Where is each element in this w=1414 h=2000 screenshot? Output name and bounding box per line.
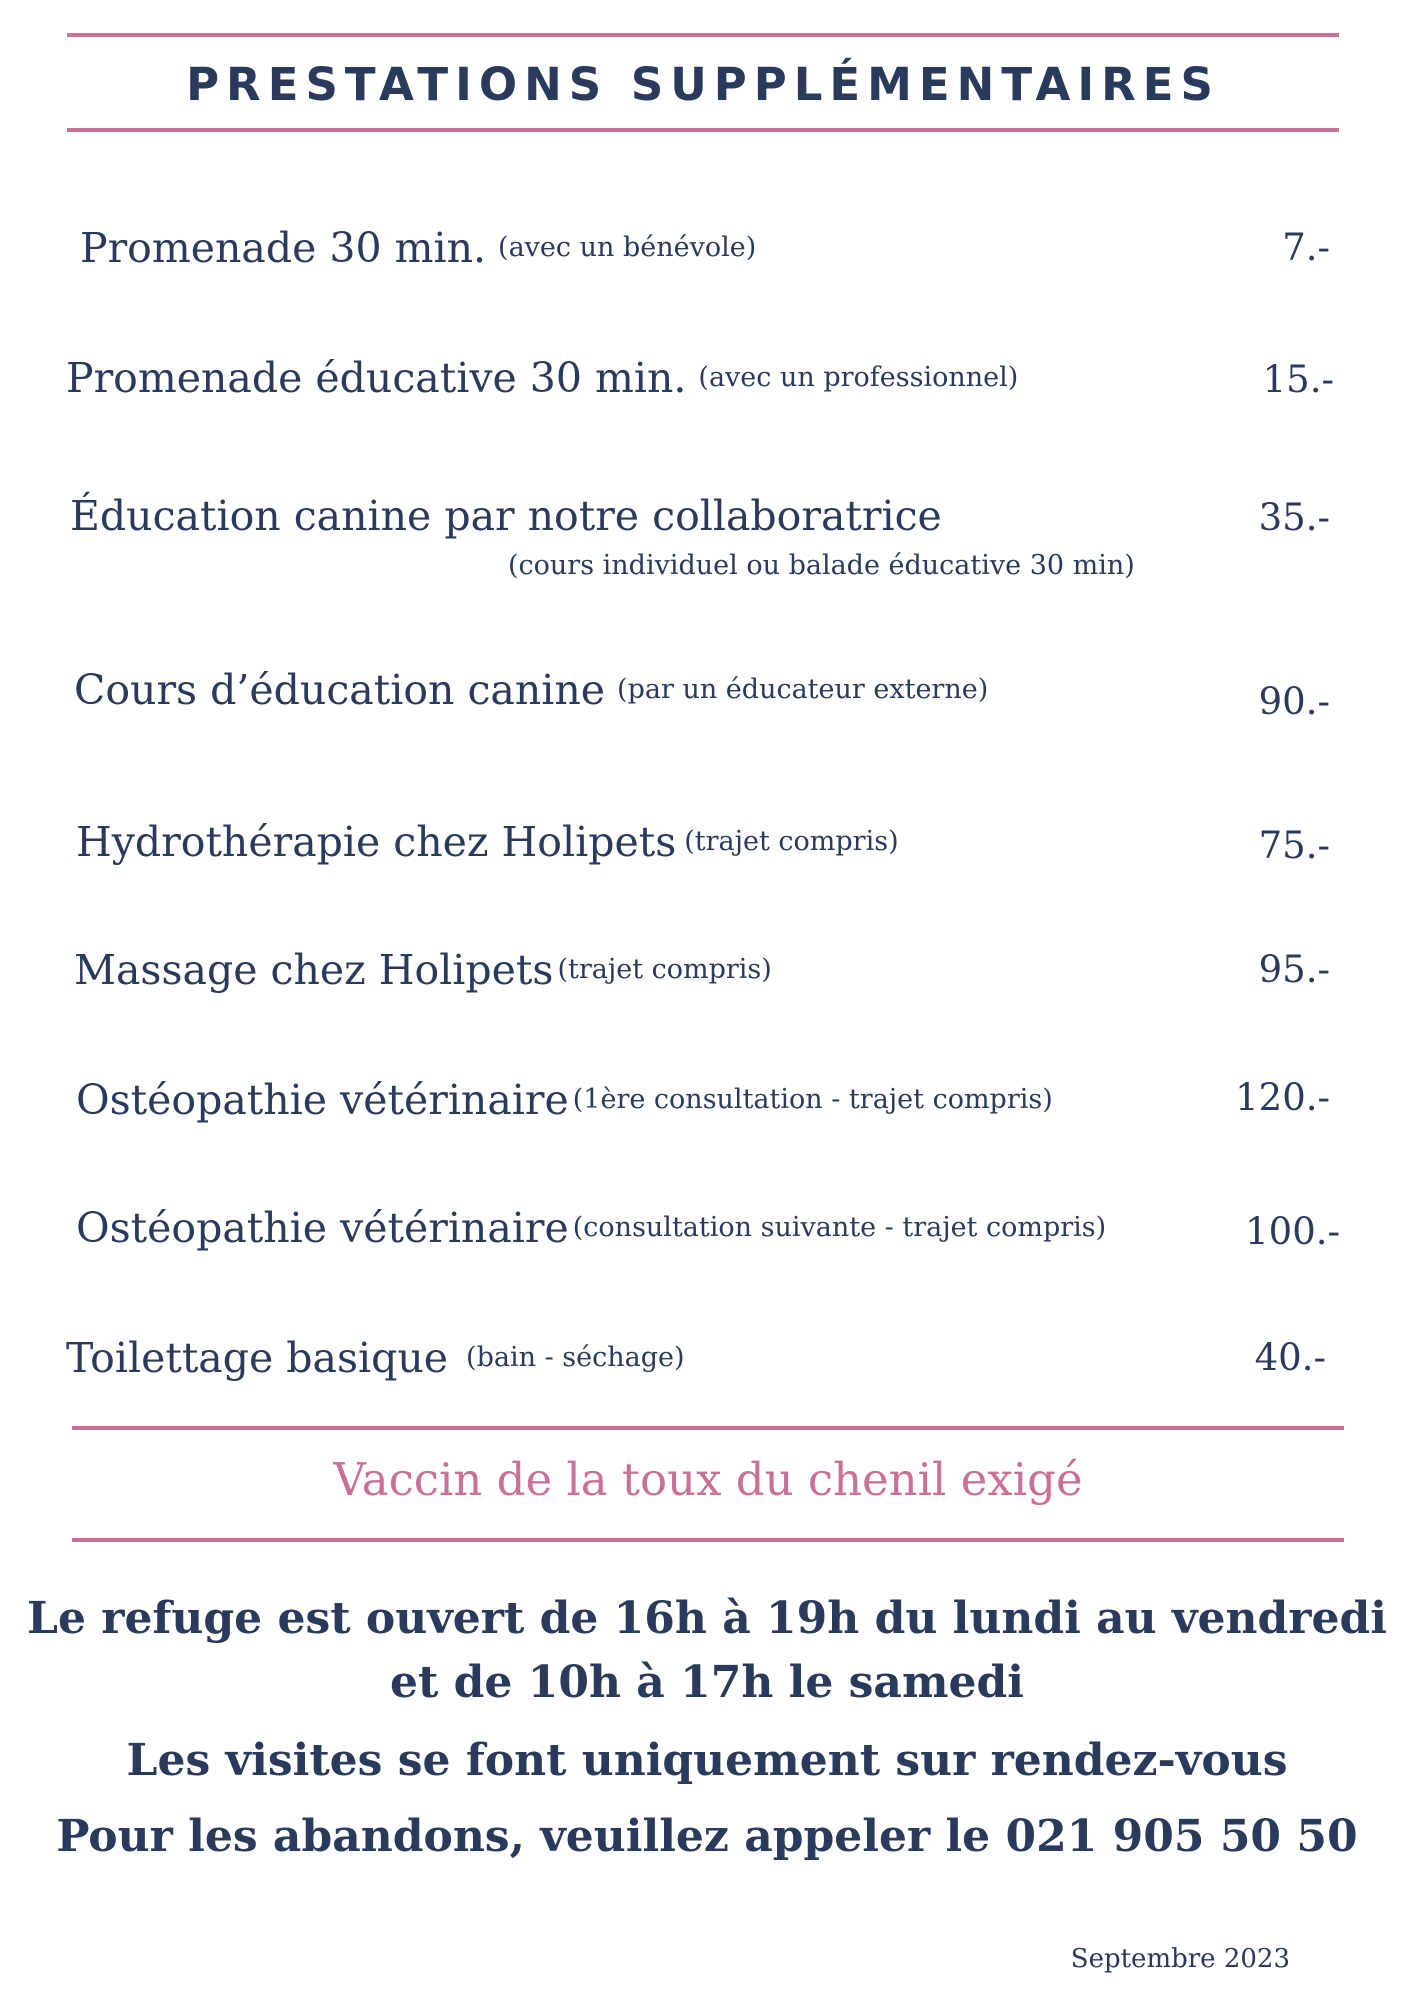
service-item xyxy=(76,1072,1053,1128)
abandon-phone-notice: Pour les abandons, veuillez appeler le 021 905 50 50 xyxy=(56,1811,1358,1862)
page-title: PRESTATIONS SUPPLÉMENTAIRES xyxy=(186,58,1220,111)
service-item xyxy=(80,220,756,276)
service-item xyxy=(76,1200,1106,1256)
service-item xyxy=(76,814,899,870)
service-name: Toilettage basique xyxy=(66,1334,449,1382)
service-price: 75.- xyxy=(1258,824,1330,867)
service-note: (trajet compris) xyxy=(684,826,899,857)
service-item xyxy=(74,942,772,998)
service-price: 35.- xyxy=(1258,496,1330,539)
opening-hours-saturday: et de 10h à 17h le samedi xyxy=(390,1657,1024,1708)
service-note: (bain - séchage) xyxy=(466,1342,685,1373)
service-price: 90.- xyxy=(1258,680,1330,723)
service-note: (avec un bénévole) xyxy=(498,232,757,263)
service-note: (par un éducateur externe) xyxy=(617,674,989,705)
vaccine-notice: Vaccin de la toux du chenil exigé xyxy=(333,1453,1083,1506)
service-name: Promenade 30 min. xyxy=(80,224,487,272)
title-underline-rule xyxy=(67,128,1339,132)
service-name: Cours d’éducation canine xyxy=(74,666,606,714)
service-note: (trajet compris) xyxy=(557,954,772,985)
service-price: 100.- xyxy=(1245,1210,1340,1253)
service-price: 95.- xyxy=(1258,948,1330,991)
service-name: Ostéopathie vétérinaire xyxy=(76,1076,569,1124)
vaccine-bottom-rule xyxy=(72,1538,1344,1542)
service-item xyxy=(70,488,942,544)
service-name: Hydrothérapie chez Holipets xyxy=(76,818,677,866)
service-item xyxy=(74,662,988,718)
opening-hours-weekdays: Le refuge est ouvert de 16h à 19h du lundi au vendredi xyxy=(27,1593,1387,1644)
service-note: (cours individuel ou balade éducative 30 min) xyxy=(508,550,1135,581)
service-item xyxy=(66,350,1018,406)
service-note: (avec un professionnel) xyxy=(698,362,1019,393)
service-price: 40.- xyxy=(1254,1336,1326,1379)
service-name: Massage chez Holipets xyxy=(74,946,554,994)
top-rule xyxy=(67,33,1339,37)
service-note: (1ère consultation - trajet compris) xyxy=(572,1084,1053,1115)
service-name: Éducation canine par notre collaboratrice xyxy=(70,492,942,540)
service-name: Ostéopathie vétérinaire xyxy=(76,1204,569,1252)
service-price: 7.- xyxy=(1282,226,1330,269)
footer-date: Septembre 2023 xyxy=(1070,1944,1290,1974)
vaccine-top-rule xyxy=(72,1426,1344,1430)
service-name: Promenade éducative 30 min. xyxy=(66,354,687,402)
service-price: 15.- xyxy=(1262,358,1334,401)
service-note: (consultation suivante - trajet compris) xyxy=(572,1212,1107,1243)
service-price: 120.- xyxy=(1235,1076,1330,1119)
visits-notice: Les visites se font uniquement sur rendez-vous xyxy=(126,1735,1288,1786)
service-item xyxy=(66,1330,685,1386)
